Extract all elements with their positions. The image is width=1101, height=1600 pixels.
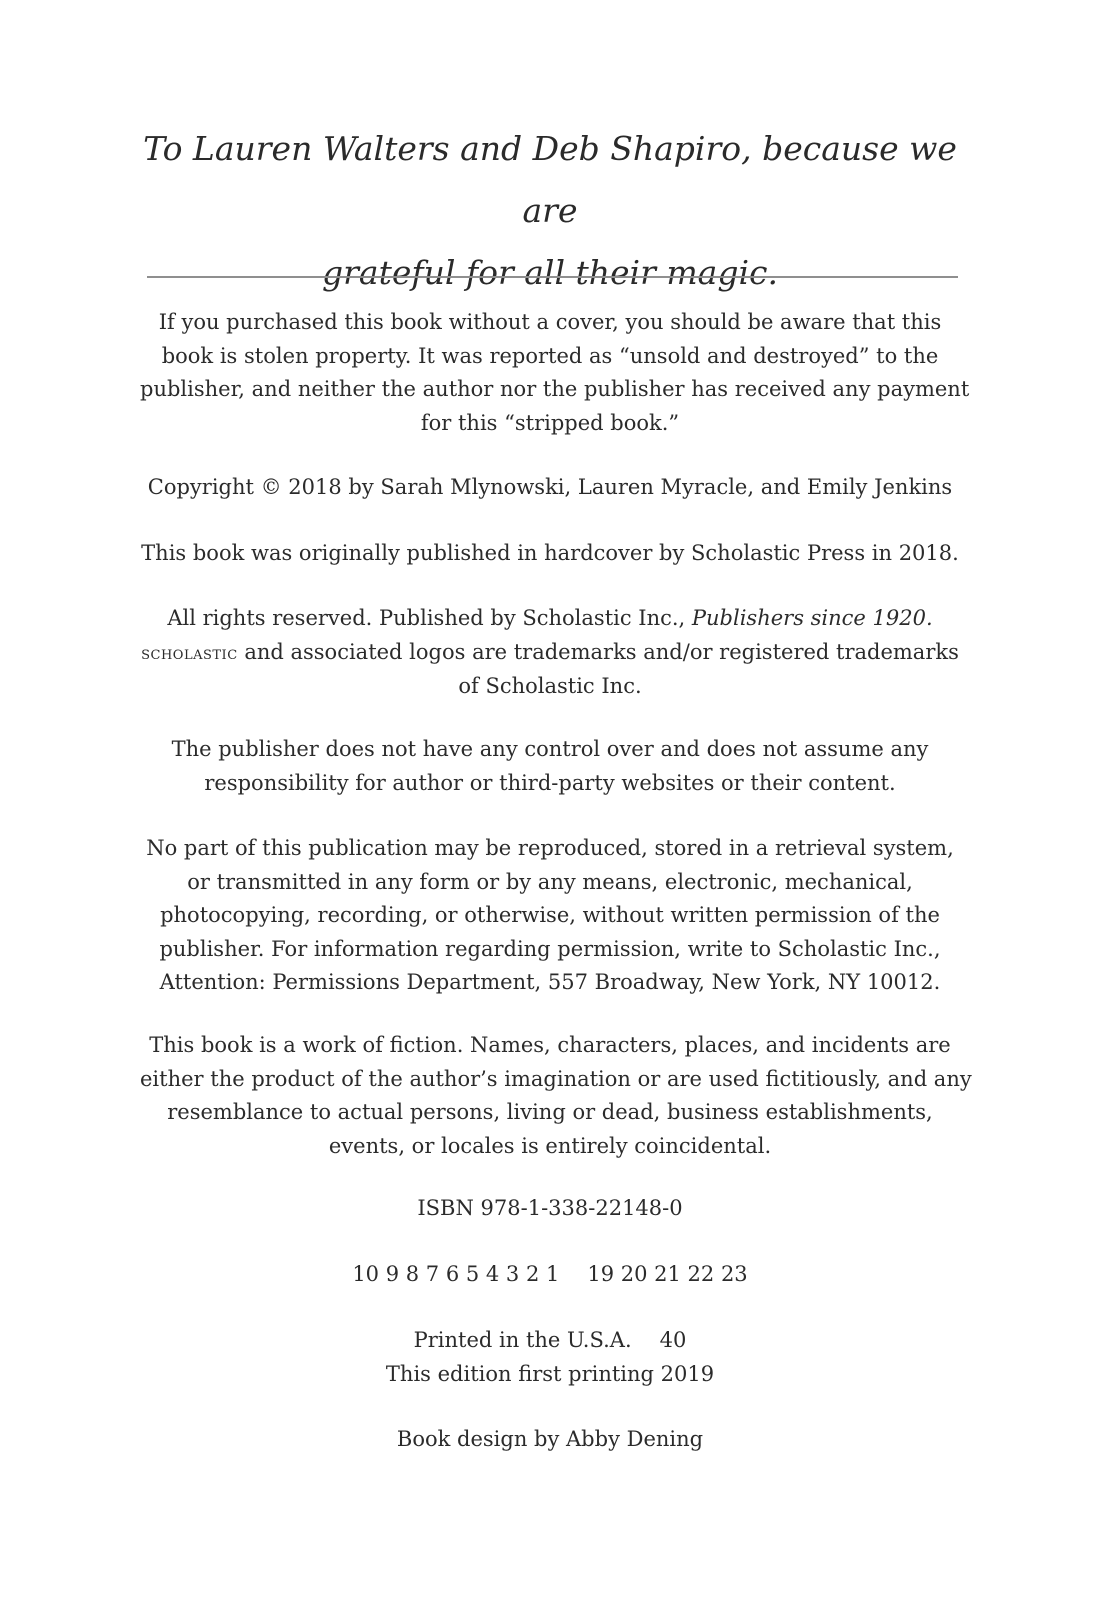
disclaimer-line-1: The publisher does not have any control over and does not assume any bbox=[171, 737, 929, 761]
original-publication-line: This book was originally published in hardcover by Scholastic Press in 2018. bbox=[141, 541, 959, 565]
printer-code: 40 bbox=[659, 1328, 687, 1352]
rights-line-1 bbox=[140, 602, 960, 636]
fiction-line-3: resemblance to actual persons, living or dead, business establishments, bbox=[167, 1100, 933, 1124]
divider-rule bbox=[147, 276, 958, 278]
rights-notice bbox=[140, 602, 960, 704]
scholastic-trademark: scholastic bbox=[141, 641, 238, 664]
isbn-block bbox=[140, 1192, 960, 1226]
copyright-line: Copyright © 2018 by Sarah Mlynowski, Lauren Myracle, and Emily Jenkins bbox=[147, 475, 953, 499]
printing-info bbox=[140, 1324, 960, 1391]
rights-line-2-text: and associated logos are trademarks and/or registered trademarks bbox=[237, 639, 959, 664]
stripped-notice-line-2: book is stolen property. It was reported as “unsold and destroyed” to the bbox=[161, 343, 939, 368]
reproduction-line-4: publisher. For information regarding permission, write to Scholastic Inc., bbox=[159, 936, 941, 961]
disclaimer-line-2: responsibility for author or third-party websites or their content. bbox=[204, 770, 896, 795]
rights-line-3: of Scholastic Inc. bbox=[458, 674, 642, 698]
stripped-notice-line-1: If you purchased this book without a cover, you should be aware that this bbox=[158, 310, 942, 334]
rights-line-1-text: All rights reserved. Published by Scholastic Inc., bbox=[167, 606, 692, 630]
reproduction-line-1: No part of this publication may be reproduced, stored in a retrieval system, bbox=[146, 836, 954, 860]
printing-years: 19 20 21 22 23 bbox=[587, 1262, 748, 1286]
reproduction-line-5: Attention: Permissions Department, 557 Broadway, New York, NY 10012. bbox=[159, 970, 941, 994]
fiction-line-4: events, or locales is entirely coincidental. bbox=[328, 1133, 772, 1158]
stripped-notice-line-4: for this “stripped book.” bbox=[420, 410, 680, 435]
reproduction-notice bbox=[140, 832, 960, 1000]
reproduction-line-3: photocopying, recording, or otherwise, without written permission of the bbox=[160, 903, 940, 927]
printing-line-row bbox=[140, 1258, 960, 1292]
rights-line-2 bbox=[140, 636, 960, 671]
printed-country: Printed in the U.S.A. bbox=[413, 1328, 632, 1352]
design-credit: Book design by Abby Dening bbox=[396, 1427, 704, 1451]
fiction-notice bbox=[140, 1029, 972, 1163]
printing-line bbox=[140, 1258, 960, 1292]
dedication-line-2: grateful for all their magic. bbox=[322, 253, 778, 292]
stripped-notice-line-3: publisher, and neither the author nor the publisher has received any payment bbox=[140, 377, 970, 401]
stripped-book-notice bbox=[140, 306, 970, 440]
reproduction-line-2: or transmitted in any form or by any means, electronic, mechanical, bbox=[187, 869, 913, 894]
publishers-since-tagline: Publishers since 1920. bbox=[691, 606, 933, 630]
printing-numbers: 10 9 8 7 6 5 4 3 2 1 bbox=[352, 1262, 560, 1286]
printed-in-line bbox=[140, 1324, 960, 1358]
dedication-line-1: To Lauren Walters and Deb Shapiro, because we are bbox=[143, 129, 957, 230]
isbn: ISBN 978-1-338-22148-0 bbox=[417, 1196, 683, 1220]
original-publication-notice bbox=[140, 537, 960, 571]
fiction-line-2: either the product of the author’s imagination or are used fictitiously, and any bbox=[140, 1066, 972, 1091]
fiction-line-1: This book is a work of fiction. Names, characters, places, and incidents are bbox=[149, 1033, 951, 1057]
website-disclaimer bbox=[140, 733, 960, 800]
edition-line: This edition first printing 2019 bbox=[385, 1361, 715, 1386]
copyright-notice bbox=[140, 471, 960, 505]
design-credit-block bbox=[140, 1423, 960, 1457]
